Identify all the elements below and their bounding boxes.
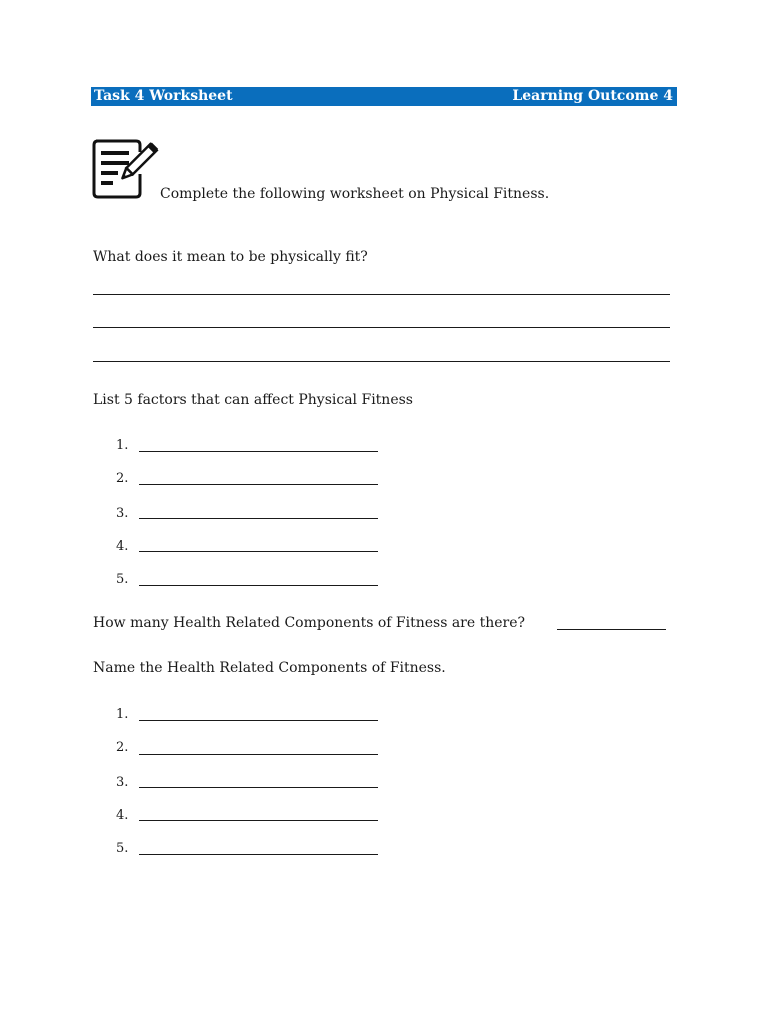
factor-answer-line[interactable] [139, 585, 378, 586]
question-name-components: Name the Health Related Components of Fitness. [93, 660, 446, 676]
question-factors: List 5 factors that can affect Physical Fitness [93, 392, 413, 408]
answer-line[interactable] [93, 294, 670, 295]
instruction-text: Complete the following worksheet on Physical Fitness. [160, 186, 550, 202]
component-answer-line[interactable] [139, 854, 378, 855]
list-number: 1. [116, 438, 129, 453]
learning-outcome-title: Learning Outcome 4 [512, 88, 673, 104]
list-number: 5. [116, 572, 129, 587]
list-number: 2. [116, 740, 129, 755]
component-answer-line[interactable] [139, 787, 378, 788]
factor-answer-line[interactable] [139, 484, 378, 485]
worksheet-title: Task 4 Worksheet [94, 88, 233, 104]
question-physically-fit: What does it mean to be physically fit? [93, 249, 368, 265]
answer-line[interactable] [93, 327, 670, 328]
edit-worksheet-icon [92, 138, 162, 200]
component-answer-line[interactable] [139, 820, 378, 821]
list-number: 4. [116, 539, 129, 554]
list-number: 3. [116, 506, 129, 521]
list-number: 4. [116, 808, 129, 823]
factor-answer-line[interactable] [139, 451, 378, 452]
component-answer-line[interactable] [139, 754, 378, 755]
list-number: 5. [116, 841, 129, 856]
factor-answer-line[interactable] [139, 551, 378, 552]
count-answer-line[interactable] [557, 629, 666, 630]
component-answer-line[interactable] [139, 720, 378, 721]
factor-answer-line[interactable] [139, 518, 378, 519]
question-how-many: How many Health Related Components of Fitness are there? [93, 615, 526, 631]
list-number: 1. [116, 707, 129, 722]
header-bar [91, 87, 677, 106]
list-number: 3. [116, 775, 129, 790]
list-number: 2. [116, 471, 129, 486]
answer-line[interactable] [93, 361, 670, 362]
